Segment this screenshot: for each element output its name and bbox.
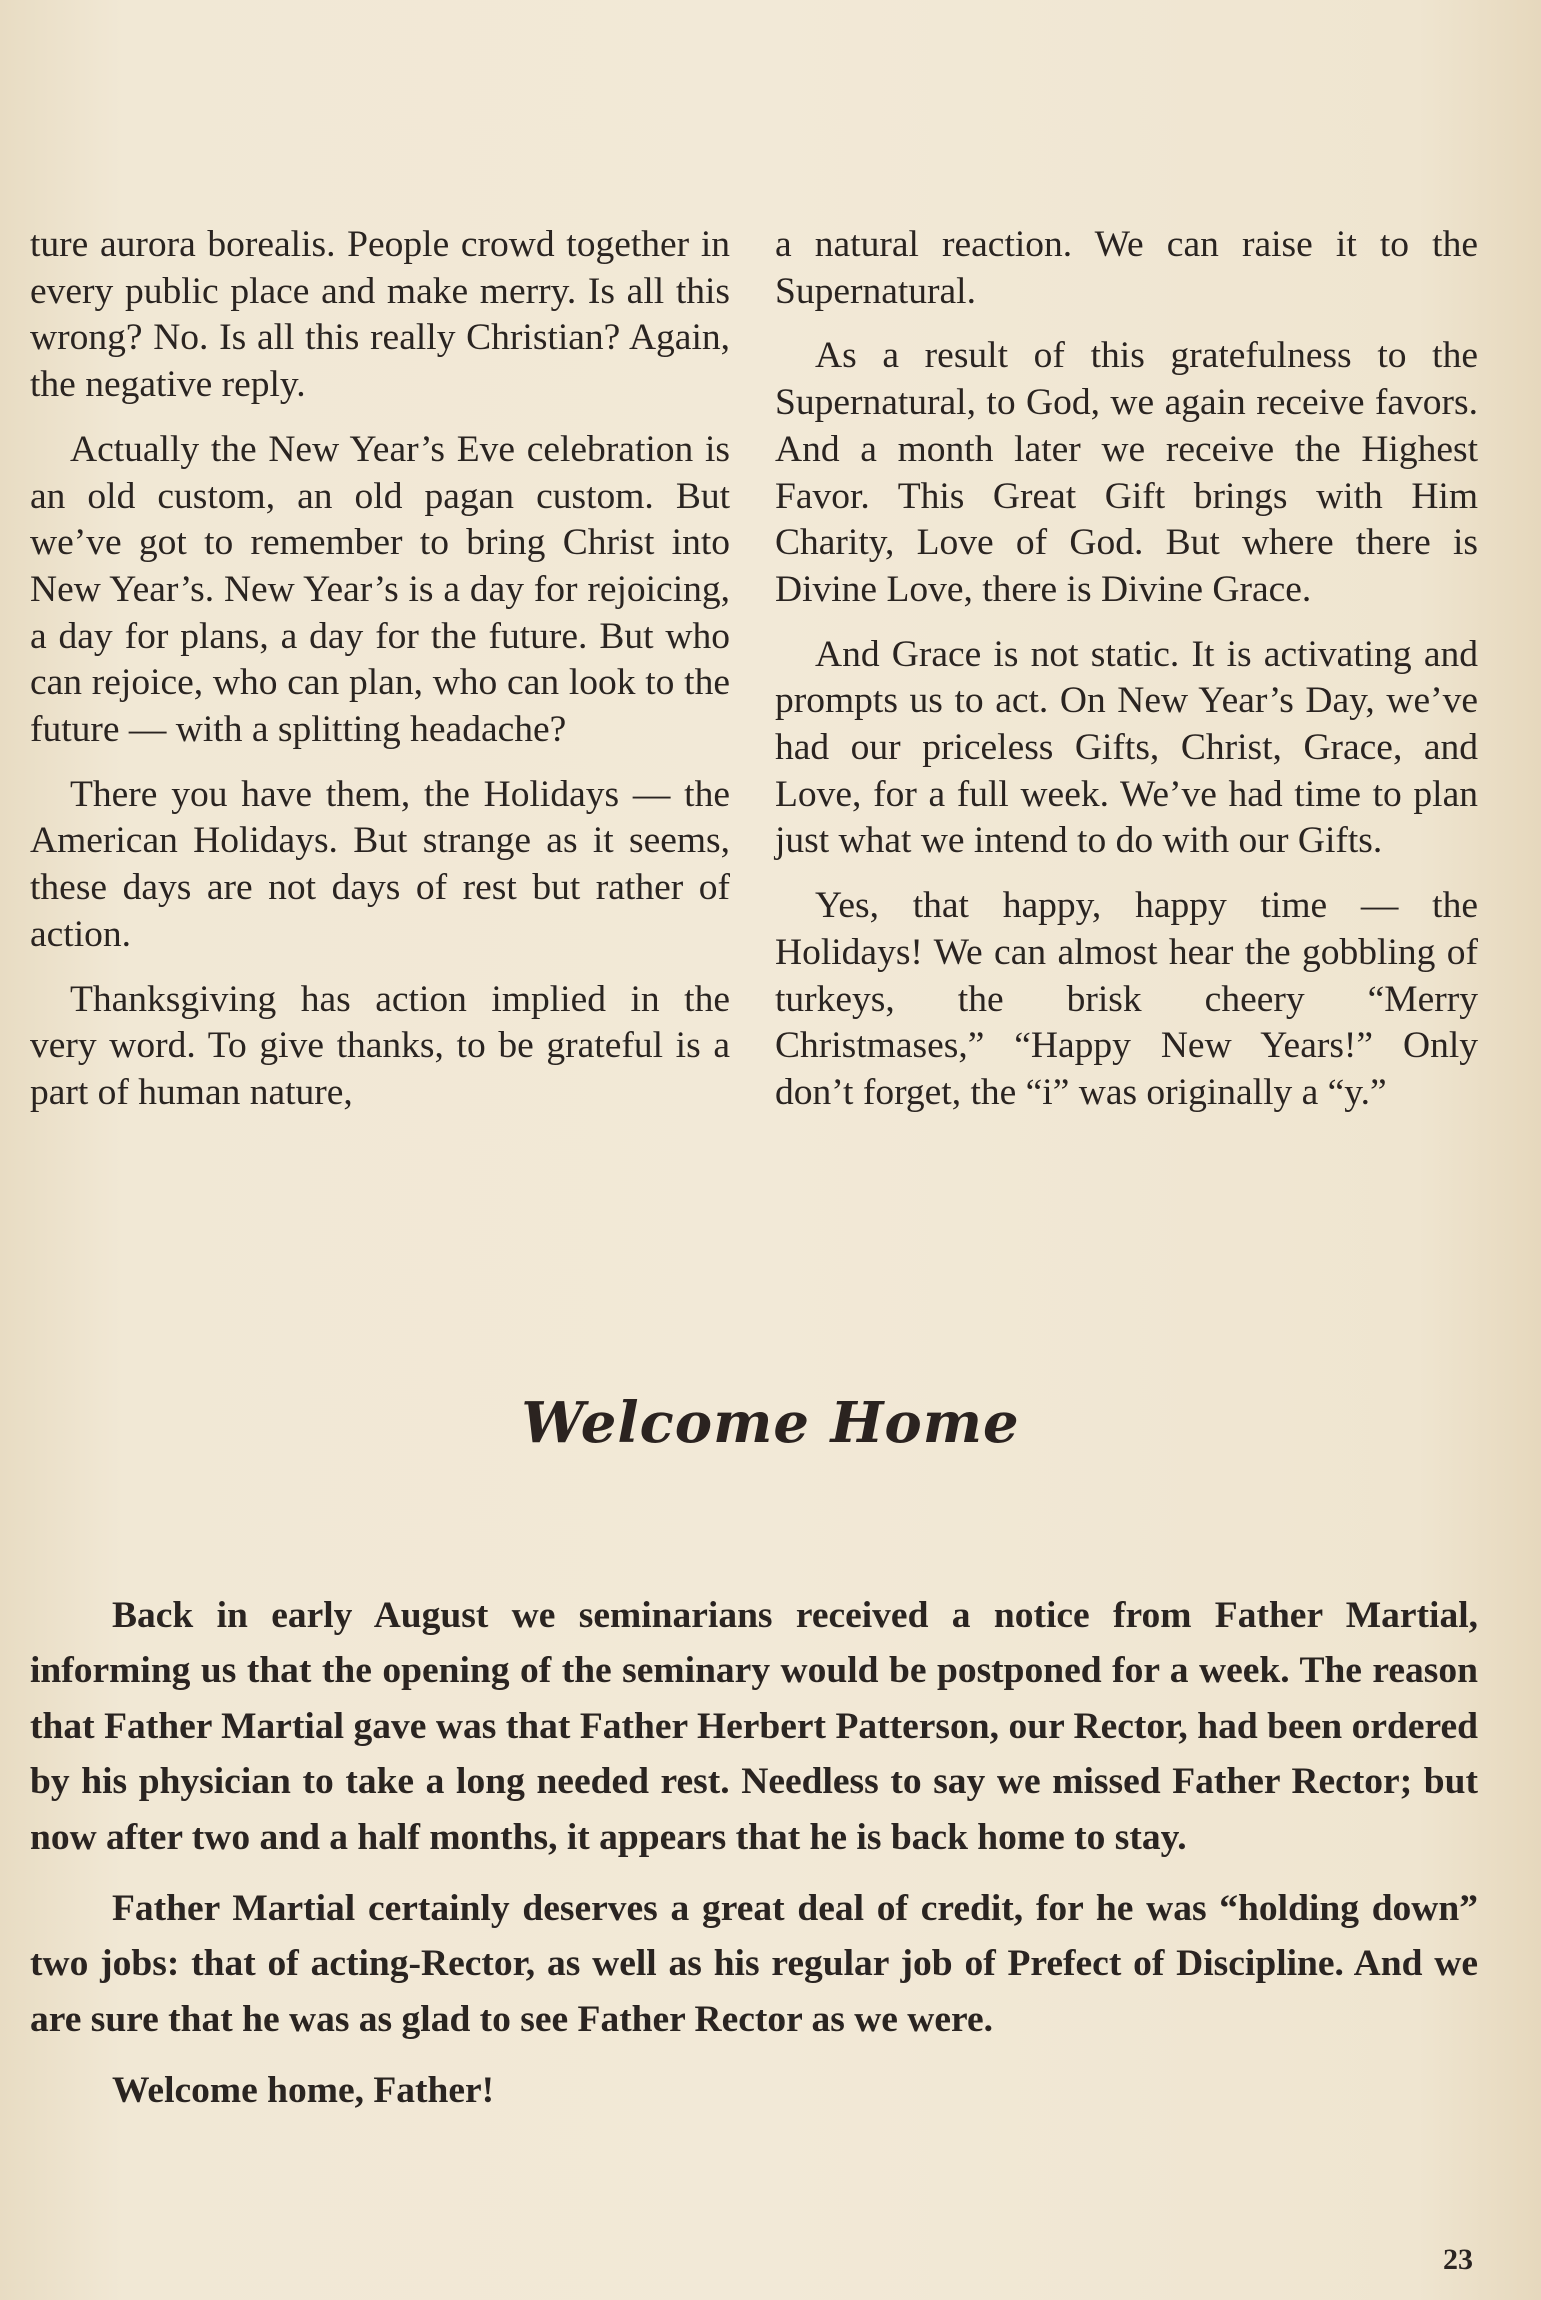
article-paragraph-2: Father Martial certainly deserves a great deal of credit, for he was “holding down” two jobs: that of acting-Rector, as well as his regular job of Prefect of Discipline. And we are sure that he was as glad to see Father Rector as we were.	[30, 1888, 1478, 2040]
article-paragraph-1: Back in early August we seminarians received a notice from Father Martial, informing us that the opening of the seminary would be postponed for a week. The reason that Father Martial gave was that Father Herbert Patterson, our Rector, had been ordered by his physician to take a long needed rest. Needless to say we missed Father Rector; but now after two and a half months, it appears that he is back home to stay.	[30, 1595, 1478, 1858]
left-paragraph-2: Actually the New Year’s Eve celebration is an old custom, an old pagan custom. But we’ve got to remember to bring Christ into New Year’s. New Year’s is a day for rejoicing, a day for plans, a day for the future. But who can rejoice, who can plan, who can look to the future — with a splitting headache?	[30, 428, 730, 751]
article-title: Welcome Home	[521, 1390, 1020, 1456]
article-paragraph-3: Welcome home, Father!	[112, 2070, 495, 2112]
page-number: 23	[1443, 2243, 1473, 2276]
right-paragraph-3: And Grace is not static. It is activating and prompts us to act. On New Year’s Day, we’ve had our priceless Gifts, Christ, Grace, and Love, for a full week. We’ve had time to plan just what we intend to do with our Gifts.	[775, 633, 1478, 862]
left-column	[30, 222, 730, 1135]
left-paragraph-4: Thanksgiving has action implied in the very word. To give thanks, to be grateful is a part of human nature,	[30, 978, 730, 1113]
article-body	[30, 1588, 1478, 2135]
right-column	[775, 222, 1478, 1135]
right-paragraph-4: Yes, that happy, happy time — the Holidays! We can almost hear the gobbling of turkeys, the brisk cheery “Merry Christmases,” “Happy New Years!” Only don’t forget, the “i” was originally a “y.”	[775, 885, 1478, 1113]
right-paragraph-2: As a result of this gratefulness to the Supernatural, to God, we again receive favors. And a month later we receive the Highest Favor. This Great Gift brings with Him Charity, Love of God. But where there is Divine Love, there is Divine Grace.	[775, 335, 1478, 610]
right-paragraph-1: a natural reaction. We can raise it to the Supernatural.	[775, 224, 1478, 312]
left-paragraph-1: ture aurora borealis. People crowd together in every public place and make merry. Is all this wrong? No. Is all this really Christian? Again, the negative reply.	[30, 224, 730, 406]
left-paragraph-3: There you have them, the Holidays — the American Holidays. But strange as it seems, these days are not days of rest but rather of action.	[30, 773, 730, 955]
